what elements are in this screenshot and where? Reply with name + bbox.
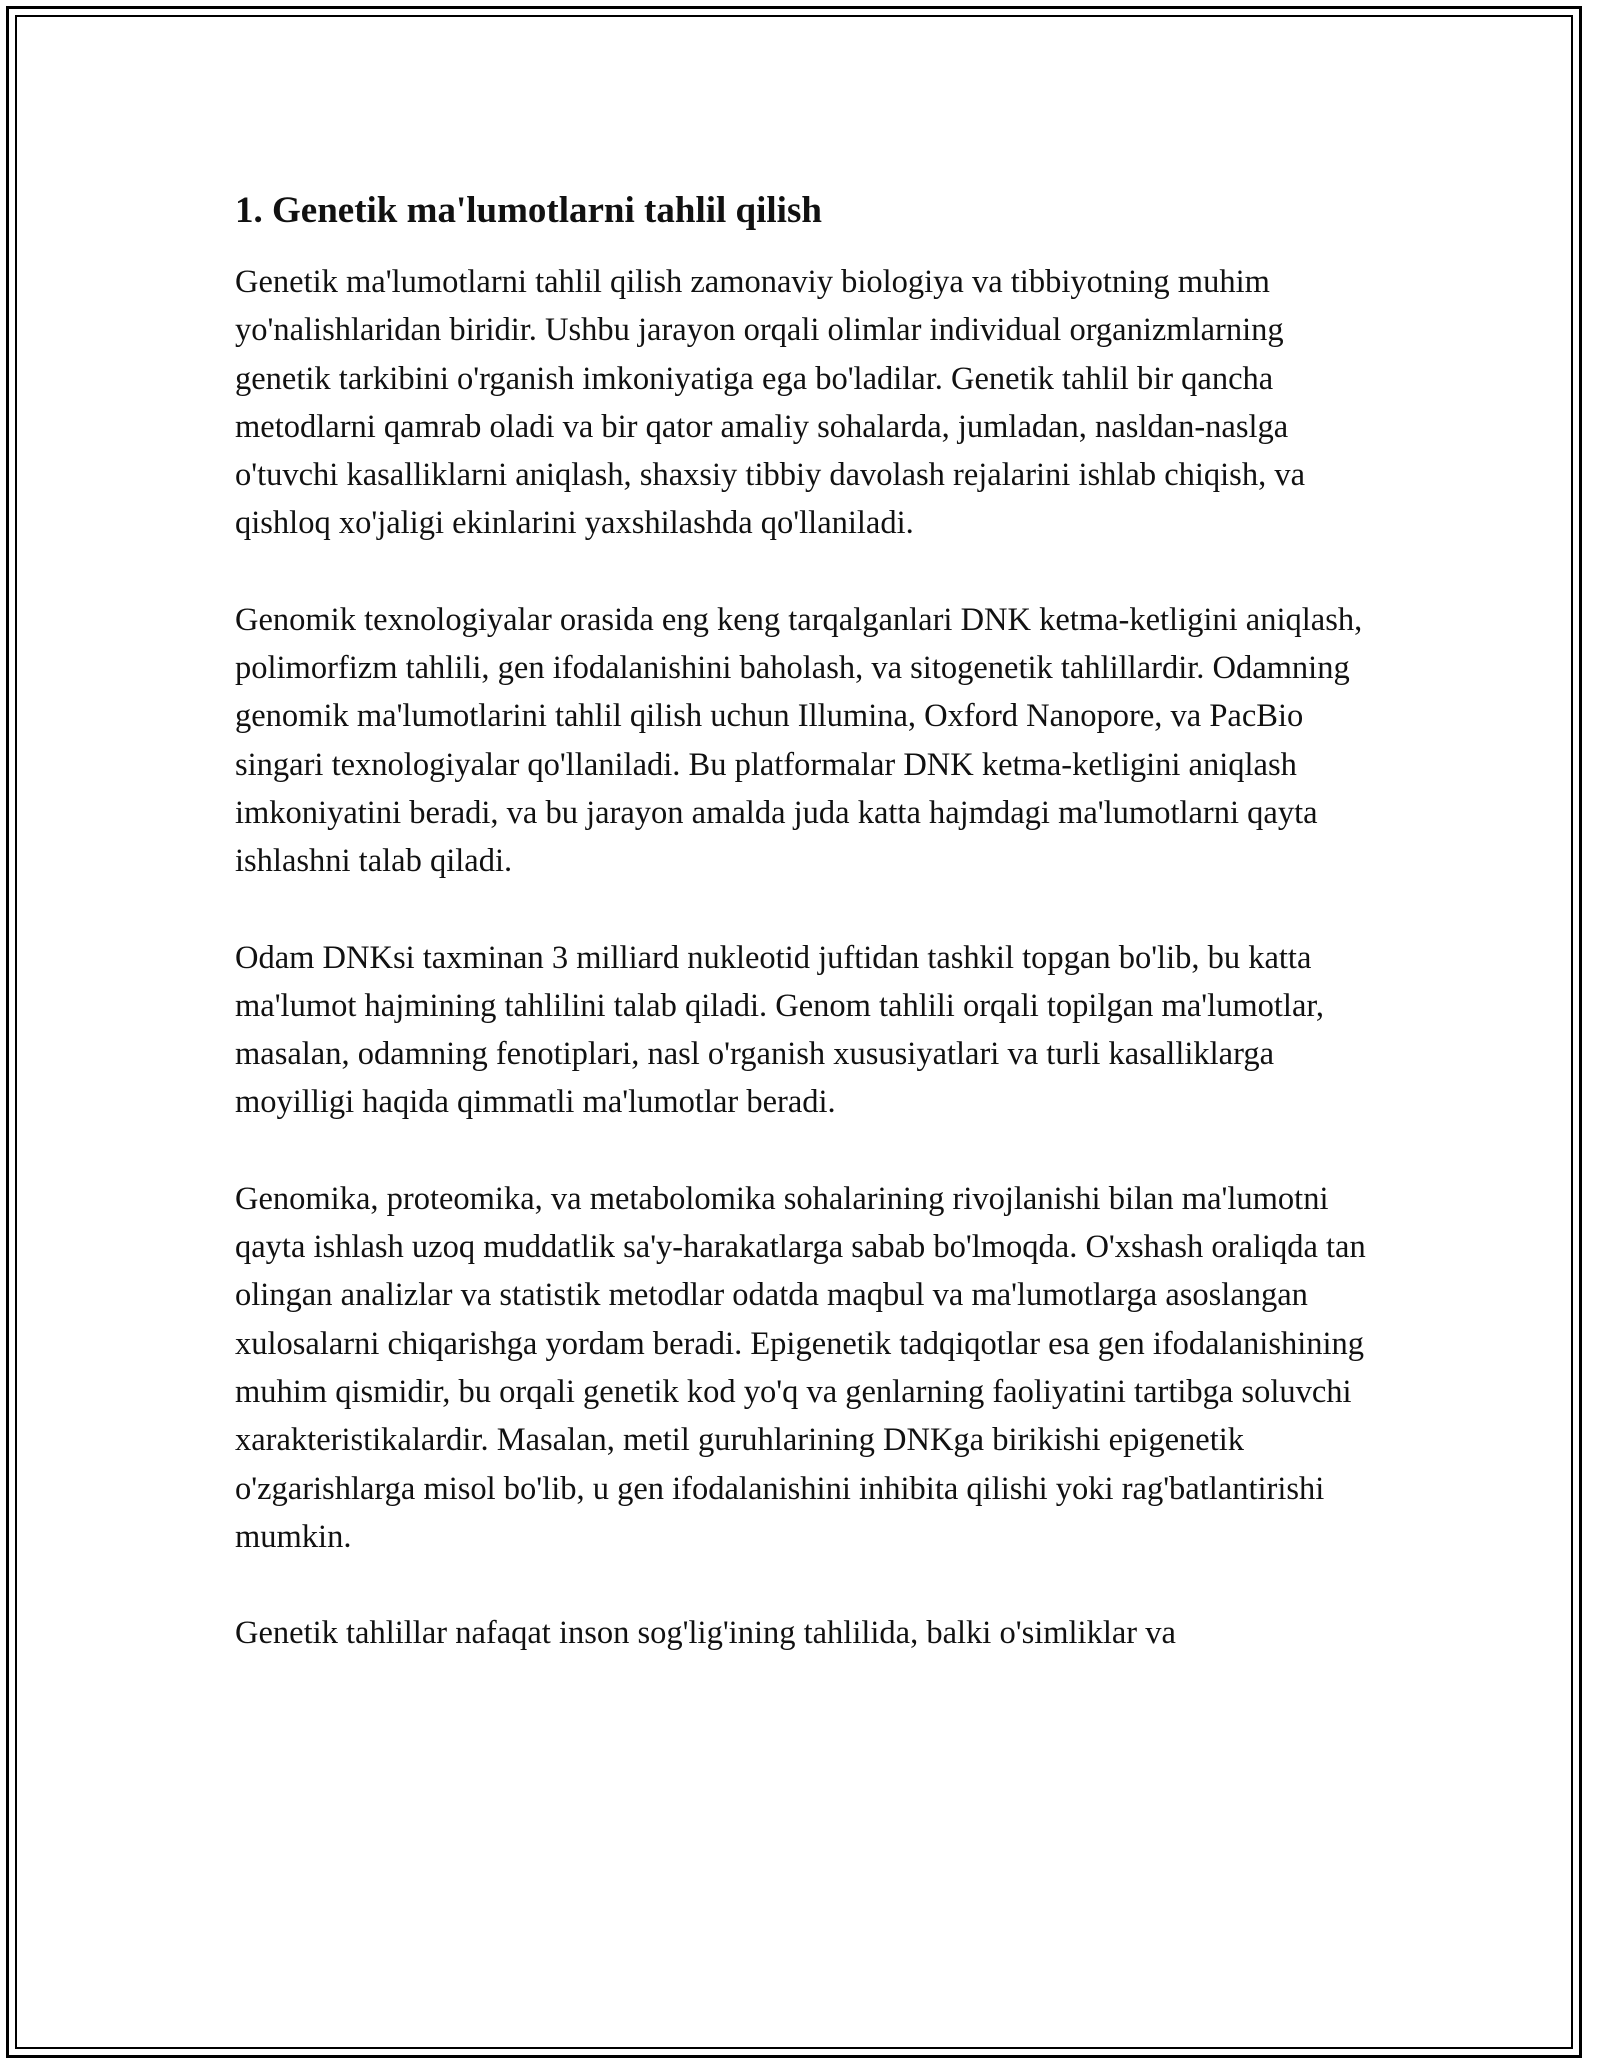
paragraph-4: Genomika, proteomika, va metabolomika sohalarining rivojlanishi bilan ma'lumotni qayta ishlash uzoq muddatlik sa'y-harakatlarga sabab bo'lmoqda. O'xshash oraliqda tan olingan analizlar va statistik metodlar odatda maqbul va ma'lumotlarga asoslangan xulosalarni chiqarishga yordam beradi. Epigenetik tadqiqotlar esa gen ifodalanishining muhim qismidir, bu orqali genetik kod yo'q va genlarning faoliyatini tartibga soluvchi xarakteristikalardir. Masalan, metil guruhlarining DNKga birikishi epigenetik o'zgarishlarga misol bo'lib, u gen ifodalanishini inhibita qilishi yoki rag'batlantirishi mumkin. — [235, 1180, 1366, 1555]
paragraph-1: Genetik ma'lumotlarni tahlil qilish zamonaviy biologiya va tibbiyotning muhim yo'nalishlaridan biridir. Ushbu jarayon orqali olimlar individual organizmlarning genetik tarkibini o'rganish imkoniyatiga ega bo'ladilar. Genetik tahlil bir qancha metodlarni qamrab oladi va bir qator amaliy sohalarda, jumladan, nasldan-naslga o'tuvchi kasalliklarni aniqlash, shaxsiy tibbiy davolash rejalarini ishlab chiqish, va qishloq xo'jaligi ekinlarini yaxshilashda qo'llaniladi. — [235, 264, 1306, 542]
section-heading: 1. Genetik ma'lumotlarni tahlil qilish — [235, 190, 822, 231]
paragraph-5: Genetik tahlillar nafaqat inson sog'lig'ining tahlilida, balki o'simliklar va — [235, 1615, 1176, 1652]
paragraph-2: Genomik texnologiyalar orasida eng keng tarqalganlari DNK ketma-ketligini aniqlash, polimorfizm tahlili, gen ifodalanishini baholash, va sitogenetik tahlillardir. Odamning genomik ma'lumotlarini tahlil qilish uchun Illumina, Oxford Nanopore, va PacBio singari texnologiyalar qo'llaniladi. Bu platformalar DNK ketma-ketligini aniqlash imkoniyatini beradi, va bu jarayon amalda juda katta hajmdagi ma'lumotlarni qayta ishlashni talab qiladi. — [235, 601, 1363, 880]
document-body — [235, 186, 1375, 1705]
paragraph-3: Odam DNKsi taxminan 3 milliard nukleotid juftidan tashkil topgan bo'lib, bu katta ma'lumot hajmining tahlilini talab qiladi. Genom tahlili orqali topilgan ma'lumotlar, masalan, odamning fenotiplari, nasl o'rganish xususiyatlari va turli kasalliklarga moyilligi haqida qimmatli ma'lumotlar beradi. — [235, 939, 1325, 1121]
